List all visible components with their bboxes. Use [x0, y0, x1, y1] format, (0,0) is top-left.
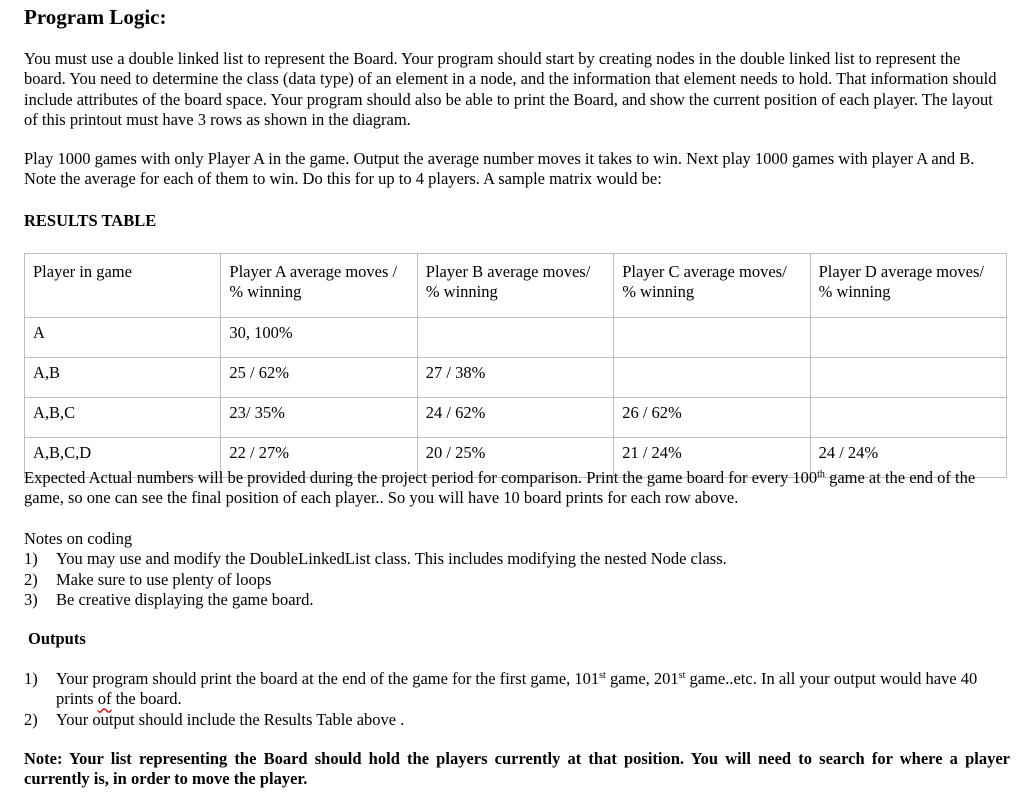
table-cell: 27 / 38% — [417, 358, 613, 398]
header-cell: Player in game — [25, 254, 221, 318]
outputs-list — [24, 669, 1010, 730]
table-cell: 21 / 24% — [614, 438, 810, 478]
spellcheck-word: of — [97, 689, 112, 709]
list-text: Make sure to use plenty of loops — [56, 569, 272, 589]
table-row — [25, 398, 1007, 438]
list-item — [24, 549, 1006, 569]
table-header-row — [25, 254, 1007, 318]
list-item — [24, 669, 1010, 710]
results-table-title: RESULTS TABLE — [24, 211, 157, 230]
table-cell — [810, 358, 1006, 398]
list-text: game..etc. In all your output would have 40 prints — [56, 669, 978, 709]
list-item — [24, 590, 1006, 610]
table-cell: A,B,C,D — [25, 438, 221, 478]
table-cell — [417, 318, 613, 358]
ordinal-suffix: st — [678, 670, 686, 681]
expected-numbers-paragraph — [24, 468, 1006, 509]
table-cell: 24 / 24% — [810, 438, 1006, 478]
table-cell: 22 / 27% — [221, 438, 417, 478]
paragraph-text: game at the end of the game, so one can see the final position of each player.. So you will have 10 board prints for each row above. — [24, 468, 976, 508]
final-note: Note: Your list representing the Board should hold the players currently at that position. You will need to search for where a player currently is, in order to move the player. — [24, 749, 1010, 789]
table-cell: 20 / 25% — [417, 438, 613, 478]
ordinal-suffix: st — [599, 670, 606, 681]
table-cell — [614, 318, 810, 358]
list-number: 1) — [24, 549, 38, 569]
header-cell: Player B average moves/ % winning — [417, 254, 613, 318]
table-cell: 25 / 62% — [221, 358, 417, 398]
results-table — [24, 253, 1007, 478]
list-number: 2) — [24, 709, 38, 729]
table-cell: 30, 100% — [221, 318, 417, 358]
table-cell — [614, 358, 810, 398]
list-text: Be creative displaying the game board. — [56, 589, 314, 609]
header-cell: Player D average moves/ % winning — [810, 254, 1006, 318]
outputs-section — [24, 669, 1010, 730]
notes-title: Notes on coding — [24, 529, 133, 548]
list-number: 2) — [24, 569, 38, 589]
table-cell — [810, 398, 1006, 438]
header-cell: Player C average moves/ % winning — [614, 254, 810, 318]
list-text: Your program should print the board at the end of the game for the first game, 101 — [56, 669, 600, 688]
list-text: Your output should include the Results Table above . — [56, 709, 405, 729]
list-number: 3) — [24, 589, 38, 609]
list-text: the board. — [111, 689, 182, 709]
table-row — [25, 358, 1007, 398]
outputs-title: Outputs — [28, 629, 86, 648]
notes-list — [24, 549, 1006, 610]
list-item — [24, 570, 1006, 590]
intro-paragraph: You must use a double linked list to represent the Board. Your program should start by creating nodes in the double linked list to represent the board. You need to determine the class (data type) of an element in a node, and the information that element needs to hold. That information should include attributes of the board space. Your program should also be able to print the Board, and show the current position of each player. The layout of this printout must have 3 rows as shown in the diagram. — [24, 49, 997, 129]
table-cell: A,B — [25, 358, 221, 398]
table-cell: 26 / 62% — [614, 398, 810, 438]
page-title: Program Logic: — [24, 5, 167, 29]
table-cell: 23/ 35% — [221, 398, 417, 438]
table-cell — [810, 318, 1006, 358]
table-row — [25, 318, 1007, 358]
table-cell: 24 / 62% — [417, 398, 613, 438]
games-paragraph: Play 1000 games with only Player A in the game. Output the average number moves it takes to win. Next play 1000 games with player A and B. Note the average for each of them to win. Do this for up to 4 players. A sample matrix would be: — [24, 149, 975, 189]
ordinal-suffix: th — [817, 469, 825, 480]
header-cell: Player A average moves / % winning — [221, 254, 417, 318]
paragraph-text: Expected Actual numbers will be provided during the project period for comparison. Print the game board for every 100 — [24, 468, 818, 487]
list-text: You may use and modify the DoubleLinkedList class. This includes modifying the nested Node class. — [56, 549, 727, 569]
list-number: 1) — [24, 669, 38, 688]
list-item — [24, 710, 1010, 730]
table-cell: A — [25, 318, 221, 358]
list-text: game, 201 — [605, 669, 679, 688]
notes-section — [24, 529, 1006, 610]
table-cell: A,B,C — [25, 398, 221, 438]
